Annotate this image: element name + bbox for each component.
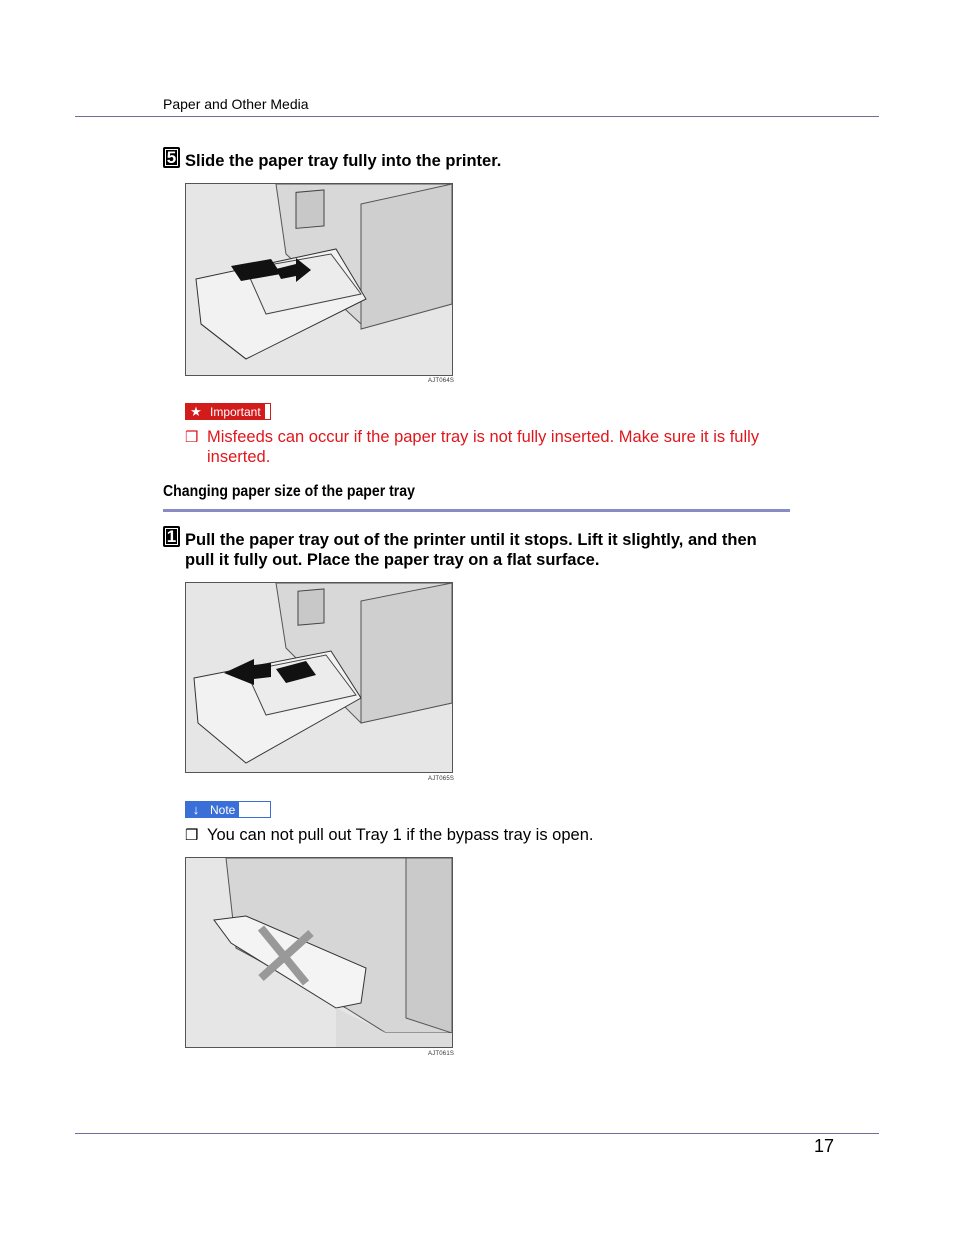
printer-tray-illustration: [186, 184, 452, 375]
step-1-instruction-line-2: pull it fully out. Place the paper tray on a flat surface.: [185, 551, 600, 569]
figure-slide-tray-in: [185, 183, 453, 376]
step-1-instruction-line-1: Pull the paper tray out of the printer until it stops. Lift it slightly, and then: [185, 531, 757, 549]
important-label: Important: [206, 404, 265, 419]
step-number-5: 5: [163, 147, 180, 168]
section-title: Changing paper size of the paper tray: [163, 483, 415, 500]
figure-pull-tray-out: [185, 582, 453, 773]
figure-code-3: AJT061S: [428, 1051, 455, 1057]
star-icon: ★: [186, 404, 206, 419]
figure-code-2: AJT065S: [428, 776, 455, 782]
important-bullet-icon: ❒: [185, 429, 199, 446]
printer-tray-pull-illustration: [186, 583, 452, 772]
note-text: You can not pull out Tray 1 if the bypass tray is open.: [207, 826, 594, 844]
figure-code-1: AJT064S: [428, 378, 455, 384]
page-number: 17: [814, 1136, 835, 1156]
footer-rule: [75, 1133, 879, 1134]
bypass-tray-illustration: [186, 858, 452, 1047]
running-header: Paper and Other Media: [163, 96, 309, 112]
important-text-line-2: inserted.: [207, 448, 271, 466]
note-badge: [185, 801, 271, 818]
arrow-down-icon: ↓: [186, 802, 206, 817]
section-rule: [163, 509, 790, 512]
important-text-line-1: Misfeeds can occur if the paper tray is not fully inserted. Make sure it is fully: [207, 428, 760, 446]
header-rule: [75, 116, 879, 117]
step-5-instruction: Slide the paper tray fully into the printer.: [185, 152, 502, 170]
step-number-1: 1: [163, 526, 180, 547]
note-bullet-icon: ❒: [185, 827, 199, 844]
important-badge: [185, 403, 271, 420]
note-label: Note: [206, 802, 239, 817]
figure-bypass-tray-open: [185, 857, 453, 1048]
